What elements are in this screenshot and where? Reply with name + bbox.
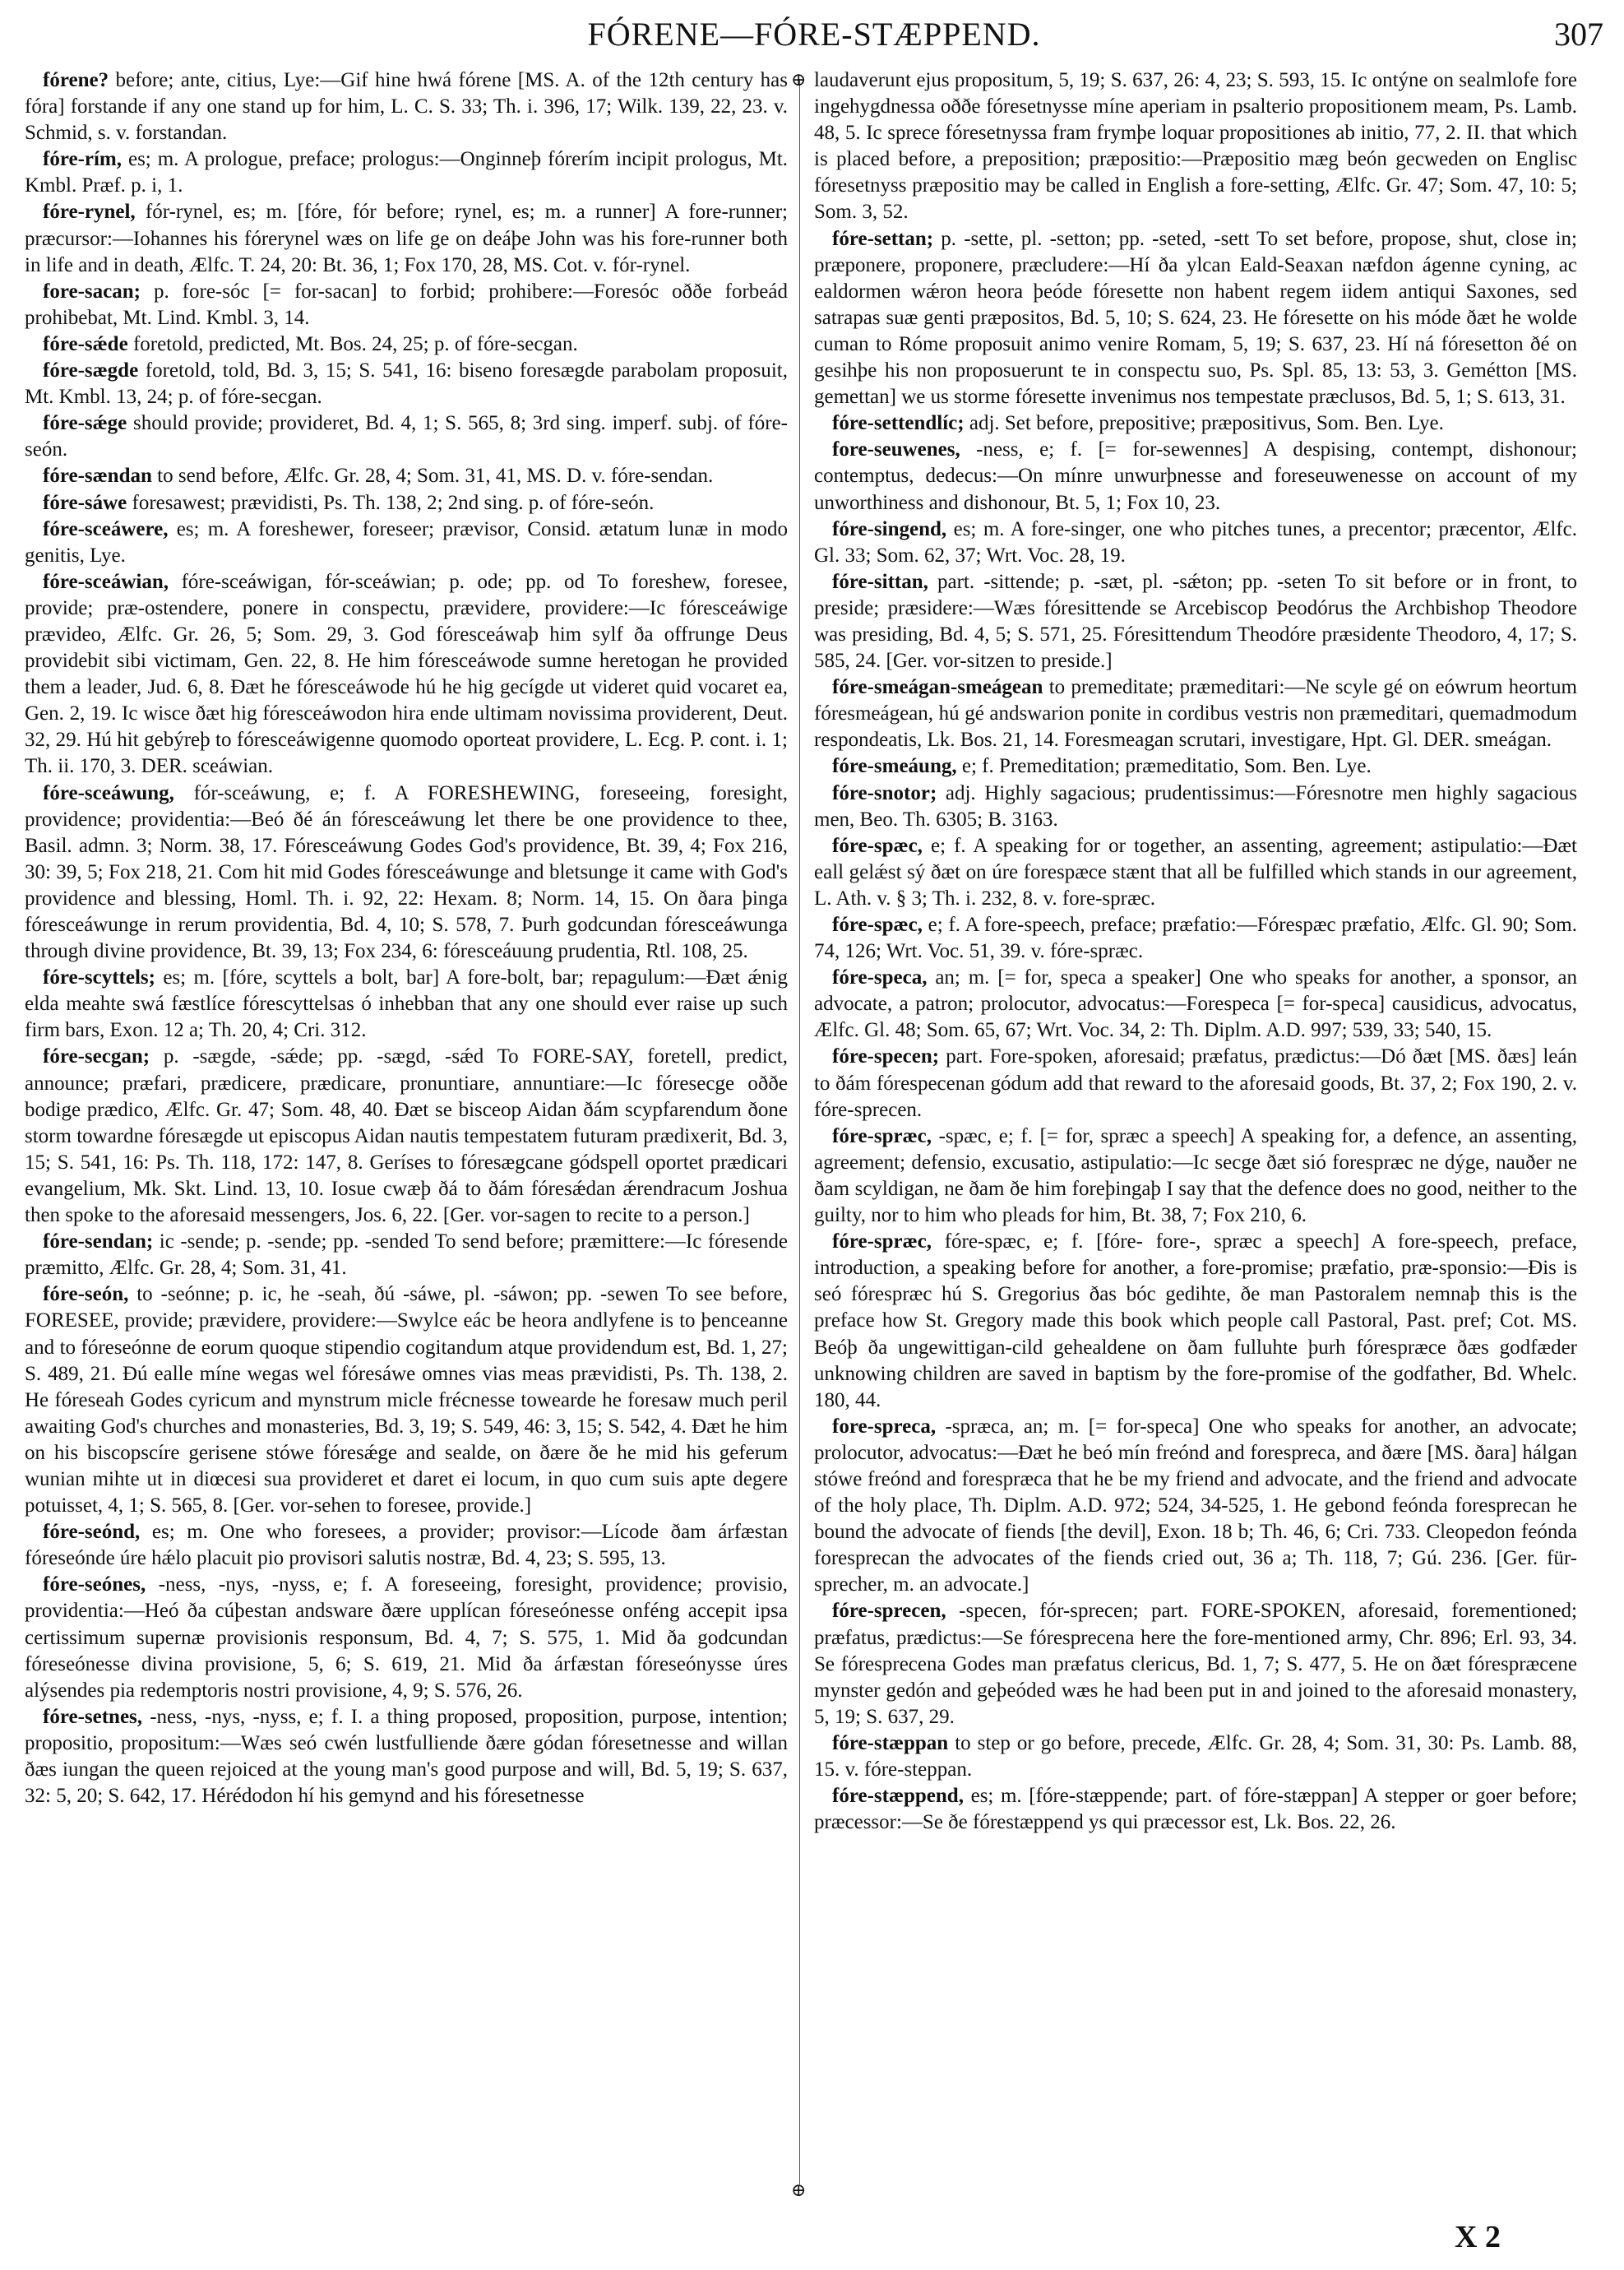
entry-headword: fóre-sǽde xyxy=(43,332,128,355)
entry-definition: foretold, told, Bd. 3, 15; S. 541, 16: biseno foresægde parabolam proposuit, Mt. Kmbl. 13, 24; p. of fóre-secgan. xyxy=(25,359,788,409)
dictionary-entry xyxy=(814,517,1577,569)
entry-definition: part. Fore-spoken, aforesaid; præfatus, prædictus:—Dó ðæt [MS. ðæs] leán to ðám fórespecenan gódum add that reward to the aforesaid goods, Bt. 37, 2; Fox 190, 2. v. fóre-sprecen. xyxy=(814,1045,1577,1121)
entry-definition: fór-sceáwung, e; f. A FORESHEWING, foreseeing, foresight, providence; providentia:—Beó ðé án fóresceáwung let there be one providence to thee, Basil. admn. 3; Norm. 38, 17. Fóresceáwung Godes God's providence, Bt. 39, 4; Fox 216, 30: 39, 5; Fox 218, 21. Com hit mid Godes fóresceáwunge and bletsunge it came with God's providence and blessing, Homl. Th. i. 92, 22: Hexam. 8; Norm. 14, 15. On ðara þinga fóresceáwunge in rerum providentia, Bd. 4, 10; S. 578, 7. Þurh godcundan fóresceáwunga through divine providence, Bt. 39, 13; Fox 234, 6: fóresceáuung prudentia, Rtl. 108, 25. xyxy=(25,781,788,963)
entry-definition: ic -sende; p. -sende; pp. -sended To send before; præmittere:—Ic fóresende præmitto, Ælfc. Gr. 28, 4; Som. 31, 41. xyxy=(25,1230,788,1280)
entry-headword: fóre-rynel, xyxy=(43,201,136,224)
entry-headword: fóre-sceáwung, xyxy=(43,781,174,804)
dictionary-entry xyxy=(814,912,1577,965)
entry-headword: fóre-seónd, xyxy=(43,1521,141,1544)
dictionary-entry xyxy=(814,781,1577,833)
dictionary-entry xyxy=(25,490,788,517)
dictionary-entry xyxy=(25,1281,788,1519)
entry-headword: fóre-singend, xyxy=(832,517,947,540)
entry-headword: fóre-settendlíc; xyxy=(832,412,965,435)
entry-definition: adj. Set before, prepositive; præpositivus, Som. Ben. Lye. xyxy=(969,412,1444,435)
entry-headword: fóre-sǽge xyxy=(43,412,127,435)
entry-headword: fóre-settan; xyxy=(832,227,934,250)
entry-headword: fóre-stæppend, xyxy=(832,1785,964,1808)
entry-definition: es; m. [fóre-stæppende; part. of fóre-stæppan] A stepper or goer before; præcessor:—Se ðe fórestæppend ys qui præcessor est, Lk. Bos. 22, 26. xyxy=(814,1785,1577,1834)
dictionary-entry xyxy=(814,753,1577,780)
dictionary-entry xyxy=(25,410,788,463)
dictionary-entry xyxy=(25,1229,788,1281)
entry-headword: fóre-seónes, xyxy=(43,1573,146,1596)
entry-definition: to send before, Ælfc. Gr. 28, 4; Som. 31, 41, MS. D. v. fóre-sendan. xyxy=(157,465,714,488)
dictionary-entry xyxy=(814,67,1577,226)
dictionary-entry xyxy=(25,1044,788,1229)
dictionary-entry xyxy=(25,1572,788,1703)
entry-headword: fóre-sceáwere, xyxy=(43,517,169,540)
dictionary-entry xyxy=(814,965,1577,1044)
entry-headword: fóre-stæppan xyxy=(832,1731,949,1754)
entry-definition: es; m. One who foresees, a provider; provisor:—Lícode ðam árfæstan fóreseónde úre hǽlo placuit pio provisori salutis nostræ, Bd. 4, 23; S. 595, 13. xyxy=(25,1521,788,1570)
entry-definition: foretold, predicted, Mt. Bos. 24, 25; p. of fóre-secgan. xyxy=(132,332,578,355)
entry-headword: fóre-spræc, xyxy=(832,1230,932,1253)
dictionary-entry xyxy=(25,279,788,331)
entry-definition: to -seónne; p. ic, he -seah, ðú -sáwe, pl. -sáwon; pp. -sewen To see before, FORESEE, provide; prævidere, providere:—Swylce eác be heora andlyfene is to þenceanne and to fóreseónne de eorum quoque stipendio cogitandum atque providendum est, Bd. 1, 27; S. 489, 21. Ðú ealle míne wegas wel fóresáwe omnes vias meas prævidisti, Ps. Th. 138, 2. He fóreseah Godes cyricum and mynstrum micle frécnesse towearde he foresaw much peril awaiting God's churches and monasteries, Bd. 3, 19; S. 549, 46: 3, 15; S. 542, 4. Ðæt he him on his biscopscíre gerisene stówe fóresǽge and sealde, on ðære ðe he mid his geferum wunian mihte ut in diœcesi sua provideret et daret ei locum, in quo cum suis apte degere potuisset, 4, 1; S. 565, 8. [Ger. vor-sehen to foresee, provide.] xyxy=(25,1283,788,1517)
entry-headword: fóre-sændan xyxy=(43,465,152,488)
dictionary-entry xyxy=(25,569,788,781)
entry-definition: to step or go before, precede, Ælfc. Gr. 28, 4; Som. 31, 30: Ps. Lamb. 88, 15. v. fóre-steppan. xyxy=(814,1731,1577,1781)
dictionary-entry xyxy=(25,517,788,569)
entry-definition: es; m. A foreshewer, foreseer; prævisor, Consid. ætatum lunæ in modo genitis, Lye. xyxy=(25,517,788,567)
entry-headword: fóre-scyttels; xyxy=(43,966,155,989)
entry-definition: -ness, -nys, -nyss, e; f. I. a thing proposed, proposition, purpose, intention; propositio, propositum:—Wæs seó cwén lustfulliende ðære gódan fóresetnesse and willan ðæs iungan the queen rejoiced at the young man's good purpose and will, Bd. 5, 19; S. 637, 32: 5, 20; S. 642, 17. Hérédodon hí his gemynd and his fóresetnesse xyxy=(25,1705,788,1808)
dictionary-entry xyxy=(25,67,788,146)
signature-mark: X 2 xyxy=(1455,2220,1501,2254)
right-column xyxy=(814,67,1577,2173)
entry-definition: foresawest; prævidisti, Ps. Th. 138, 2; 2nd sing. p. of fóre-seón. xyxy=(132,491,655,514)
entry-headword: fóre-sáwe xyxy=(43,491,127,514)
entry-headword: fóre-sendan; xyxy=(43,1230,154,1253)
entry-headword: fóre-rím, xyxy=(43,148,123,171)
dictionary-entry xyxy=(25,199,788,278)
entry-headword: fóre-secgan; xyxy=(43,1045,150,1068)
entry-definition: -ness, e; f. [= for-sewennes] A despising, contempt, dishonour; contemptus, dedecus:—On mínre unwurþnesse and foreseuwenesse on account of my unworthiness and dishonour, Bt. 5, 1; Fox 10, 23. xyxy=(814,438,1577,514)
entry-definition: -spæc, e; f. [= for, spræc a speech] A speaking for, a defence, an assenting, agreement; defensio, excusatio, astipulatio:—Ic secge ðæt sió forespræc ne dýge, nauðer ne ðam scyldigan, ne ðam ðe him foreþingaþ I say that the defence does no good, neither to the guilty, nor to him who pleads for him, Bt. 38, 7; Fox 210, 6. xyxy=(814,1124,1577,1227)
entry-headword: fóre-sprecen, xyxy=(832,1600,946,1623)
entry-definition: p. fore-sóc [= for-sacan] to forbid; prohibere:—Foresóc oððe forbeád prohibebat, Mt. Lind. Kmbl. 3, 14. xyxy=(25,280,788,329)
dictionary-entry xyxy=(814,1598,1577,1730)
entry-headword: fore-seuwenes, xyxy=(832,438,960,461)
entry-headword: fore-sacan; xyxy=(43,280,141,303)
entry-definition: p. -sette, pl. -setton; pp. -seted, -sett To set before, propose, shut, close in; præponere, proponere, præcludere:—Hí ða ylcan Eald-Seaxan næfdon ágenne cyning, ac ealdormen wǽron heora þeóde fóresette non habent regem iidem antiqui Saxones, sed satrapas suæ genti præpositos, Bd. 5, 10; S. 624, 23. He fóresette on his móde ðæt he wolde cuman to Róme proposuit animo venire Romam, 5, 19; S. 637, 23. Hí ná fóresetton ðé on gesihþe his non proposuerunt te in conspectu suo, Ps. Spl. 85, 13: 53, 3. Gemétton [MS. gemettan] we us storme fóresette invenimus nos tempestate præclusos, Bd. 5, 1; S. 613, 31. xyxy=(814,227,1577,409)
dictionary-entry xyxy=(25,965,788,1044)
entry-headword: fore-spreca, xyxy=(832,1415,937,1438)
entry-headword: fóre-setnes, xyxy=(43,1705,143,1728)
dictionary-entry xyxy=(814,1123,1577,1229)
entry-definition: -spræca, an; m. [= for-speca] One who speaks for another, an advocate; prolocutor, advocatus:—Ðæt he beó mín freónd and forespreca, and ðære [MS. ðara] hálgan stówe freónd and forespræca that he be my friend and advocate, and the friend and advocate of the holy place, Th. Diplm. A.D. 972; 524, 34-525, 1. He gebond feónda foresprecan he bound the advocate of fiends [the devil], Exon. 18 b; Th. 46, 6; Cri. 733. Cleopedon feónda foresprecan the advocates of the fiends cried out, 36 a; Th. 118, 7; Gú. 236. [Ger. für-sprecher, m. an advocate.] xyxy=(814,1415,1577,1596)
divider-ornament-top: ⊕ xyxy=(791,69,807,90)
entry-headword: fóre-spæc, xyxy=(832,914,923,936)
entry-headword: fóre-snotor; xyxy=(832,781,937,804)
entry-definition: before; ante, citius, Lye:—Gif hine hwá fórene [MS. A. of the 12th century has fóra] forstande if any one stand up for him, L. C. S. 33; Th. i. 396, 17; Wilk. 139, 22, 23. v. Schmid, s. v. forstandan. xyxy=(25,69,788,145)
dictionary-entry xyxy=(814,569,1577,674)
entry-definition: to premeditate; præmeditari:—Ne scyle gé on eówrum heortum fóresmeágean, hú gé andswarion ponite in cordibus vestris non præmeditari, quemadmodum respondeatis, Lk. Bos. 21, 14. Foresmeagan scrutari, investigare, Hpt. Gl. DER. smeágan. xyxy=(814,676,1577,752)
entry-headword: fóre-speca, xyxy=(832,966,928,989)
entry-definition: fór-rynel, es; m. [fóre, fór before; rynel, es; m. a runner] A fore-runner; præcursor:—Iohannes his fórerynel wæs on life ge on deáþe John was his fore-runner both in life and in death, Ælfc. T. 24, 20: Bt. 36, 1; Fox 170, 28, MS. Cot. v. fór-rynel. xyxy=(25,201,788,276)
entry-definition: p. -sægde, -sǽde; pp. -sægd, -sǽd To FORE-SAY, foretell, predict, announce; præfari, prædicere, prædicare, pronuntiare, annuntiare:—Ic fóresecge oððe bodige prædico, Ælfc. Gr. 47; Som. 48, 40. Ðæt se bisceop Aidan ðám scypfarendum ðone storm towardne fóresægde ut episcopus Aidan nautis tempestatem futuram prædixerit, Bd. 3, 15; S. 541, 16: Ps. Th. 118, 172: 147, 8. Geríses to fóresægcane gódspell oportet prædicari evangelium, Mk. Skt. Lind. 13, 10. Iosue cwæþ ðá to ðám fóresǽdan ǽrendracum Joshua then spoke to the aforesaid messengers, Jos. 6, 22. [Ger. vor-sagen to recite to a person.] xyxy=(25,1045,788,1227)
dictionary-entry xyxy=(814,1414,1577,1599)
entry-headword: fóre-smeáung, xyxy=(832,755,957,778)
dictionary-entry xyxy=(25,358,788,410)
page-number: 307 xyxy=(1554,16,1603,53)
entry-definition: -specen, fór-sprecen; part. FORE-SPOKEN, aforesaid, forementioned; præfatus, prædictus:—Se fóresprecena here the fore-mentioned army, Chr. 896; Erl. 93, 34. Se fóresprecena Godes man præfatus clericus, Bd. 1, 7; S. 477, 5. He on ðæt fórespræcene mynster gedón and geþeóded wæs he had been put in and joined to the aforesaid monastery, 5, 19; S. 637, 29. xyxy=(814,1600,1577,1728)
entry-headword: fóre-sittan, xyxy=(832,570,928,593)
divider-ornament-bottom: ⊕ xyxy=(791,2180,807,2200)
entry-definition: fóre-spæc, e; f. [fóre- fore-, spræc a speech] A fore-speech, preface, introduction, a speaking before for another, a fore-promise; præfatio, præ-sponsio:—Ðis is seó fórespræc hú S. Gregorius ðas bóc gedihte, ðe man Pastoralem nemnaþ this is the preface how St. Gregory made this book which people call Pastoral, Past. pref; Cot. MS. Beóþ ða ungewittigan-cild gehealdene on ðam fulluhte þurh fórespræce ðæs godfæder unknowing children are saved in baptism by the fore-promise of the godfather, Bd. Whelc. 180, 44. xyxy=(814,1230,1577,1411)
dictionary-entry xyxy=(814,437,1577,516)
entry-definition: adj. Highly sagacious; prudentissimus:—Fóresnotre men highly sagacious men, Beo. Th. 6305; B. 3163. xyxy=(814,781,1577,831)
dictionary-entry xyxy=(25,1704,788,1809)
dictionary-entry xyxy=(25,1519,788,1572)
page-header xyxy=(25,12,1603,56)
entry-definition: es; m. A prologue, preface; prologus:—Onginneþ fórerím incipit prologus, Mt. Kmbl. Præf. p. i, 1. xyxy=(25,148,788,197)
entry-headword: fóre-sægde xyxy=(43,359,139,382)
entry-headword: fóre-spæc, xyxy=(832,834,923,857)
entry-headword: fóre-specen; xyxy=(832,1045,940,1068)
dictionary-entry xyxy=(25,146,788,199)
entry-definition: an; m. [= for, speca a speaker] One who speaks for another, a sponsor, an advocate, a patron; prolocutor, advocatus:—Forespeca [= for-speca] causidicus, advocatus, Ælfc. Gl. 48; Som. 65, 67; Wrt. Voc. 34, 2: Th. Diplm. A.D. 997; 539, 33; 540, 15. xyxy=(814,966,1577,1042)
left-column xyxy=(25,67,788,2173)
entry-headword: fóre-sceáwian, xyxy=(43,570,169,593)
entry-definition: e; f. Premeditation; præmeditatio, Som. Ben. Lye. xyxy=(961,755,1372,778)
dictionary-entry xyxy=(814,226,1577,411)
dictionary-entry xyxy=(25,463,788,489)
dictionary-entry xyxy=(814,1730,1577,1783)
entry-definition: es; m. A fore-singer, one who pitches tunes, a precentor; præcentor, Ælfc. Gl. 33; Som. 62, 37; Wrt. Voc. 28, 19. xyxy=(814,517,1577,567)
entry-definition: es; m. [fóre, scyttels a bolt, bar] A fore-bolt, bar; repagulum:—Ðæt ǽnig elda meahte swá fæstlíce fórescyttelsas ó inhebban that any one should ever raise up such firm bars, Exon. 12 a; Th. 20, 4; Cri. 312. xyxy=(25,966,788,1042)
dictionary-entry xyxy=(814,1044,1577,1123)
dictionary-entry xyxy=(814,833,1577,912)
column-divider xyxy=(799,79,800,2184)
dictionary-entry xyxy=(814,410,1577,437)
dictionary-entry xyxy=(814,674,1577,753)
dictionary-entry xyxy=(814,1783,1577,1836)
dictionary-entry xyxy=(25,331,788,358)
entry-definition: part. -sittende; p. -sæt, pl. -sǽton; pp. -seten To sit before or in front, to preside; præsidere:—Wæs fóresittende se Arcebiscop Þeodórus the Archbishop Theodore was presiding, Bd. 4, 5; S. 571, 25. Fóresittendum Theodóre præsidente Theodoro, 4, 17; S. 585, 24. [Ger. vor-sitzen to preside.] xyxy=(814,570,1577,673)
entry-definition: should provide; provideret, Bd. 4, 1; S. 565, 8; 3rd sing. imperf. subj. of fóre-seón. xyxy=(25,412,788,461)
entry-definition: e; f. A fore-speech, preface; præfatio:—Fórespæc præfatio, Ælfc. Gl. 90; Som. 74, 126; Wrt. Voc. 51, 39. v. fóre-spræc. xyxy=(814,914,1577,963)
entry-headword: fóre-seón, xyxy=(43,1283,129,1306)
dictionary-entry xyxy=(25,781,788,966)
entry-headword: fóre-smeágan-smeágean xyxy=(832,676,1043,699)
entry-headword: fórene? xyxy=(43,69,109,91)
dictionary-entry xyxy=(814,1229,1577,1414)
entry-definition: -ness, -nys, -nyss, e; f. A foreseeing, foresight, providence; provisio, providentia:—Heó ða cúþestan andsware ðære upplícan fóreseónesse onféng accepit ipsa certissimum supernæ provisionis responsum, Bd. 4, 7; S. 575, 1. Mid ða godcundan fóreseónesse divina provisione, 5, 6; S. 619, 21. Mid ða árfæstan fóreseónysse úres alýsendes pia redemptoris nostri provisione, 4, 9; S. 576, 26. xyxy=(25,1573,788,1702)
running-head: FÓRENE—FÓRE-STÆPPEND. xyxy=(587,16,1041,53)
entry-definition: e; f. A speaking for or together, an assenting, agreement; astipulatio:—Ðæt eall gelǽst sý ðæt on úre forespæce stænt that all be fulfilled which stands in our agreement, L. Ath. v. § 3; Th. i. 232, 8. v. fore-spræc. xyxy=(814,834,1577,910)
entry-definition: fóre-sceáwigan, fór-sceáwian; p. ode; pp. od To foreshew, foresee, provide; præ-ostendere, ponere in conspectu, prævidere, providere:—Ic fóresceáwige prævideo, Ælfc. Gr. 26, 5; Som. 29, 3. God fóresceáwaþ him sylf ða offrunge Deus providebit sibi victimam, Gen. 22, 8. He him fóresceáwode sumne heretogan he provided them a leader, Jud. 6, 8. Ðæt he fóresceáwode hú he hig gecígde ut videret quid vocaret ea, Gen. 2, 19. Ic wisce ðæt hig fóresceáwodon hira ende ultimam novissima providerent, Deut. 32, 29. Hú hit gebýreþ to fóresceáwigenne quomodo oporteat providere, L. Ecg. P. cont. i. 1; Th. ii. 170, 3. DER. sceáwian. xyxy=(25,570,788,778)
entry-definition: laudaverunt ejus propositum, 5, 19; S. 637, 26: 4, 23; S. 593, 15. Ic ontýne on sealmlofe fore ingehygdnessa oððe fóresetnysse míne aperiam in psalterio propositionem meam, Ps. Lamb. 48, 5. Ic sprece fóresetnyssa fram frymþe loquar propositiones ab initio, 77, 2. II. that which is placed before, a preposition; præpositio:—Præpositio mæg beón gecweden on Englisc fóresetnyss præpositio may be called in English a fore-setting, Ælfc. Gr. 47; Som. 47, 10: 5; Som. 3, 52. xyxy=(814,69,1577,224)
entry-headword: fóre-spræc, xyxy=(832,1124,932,1147)
